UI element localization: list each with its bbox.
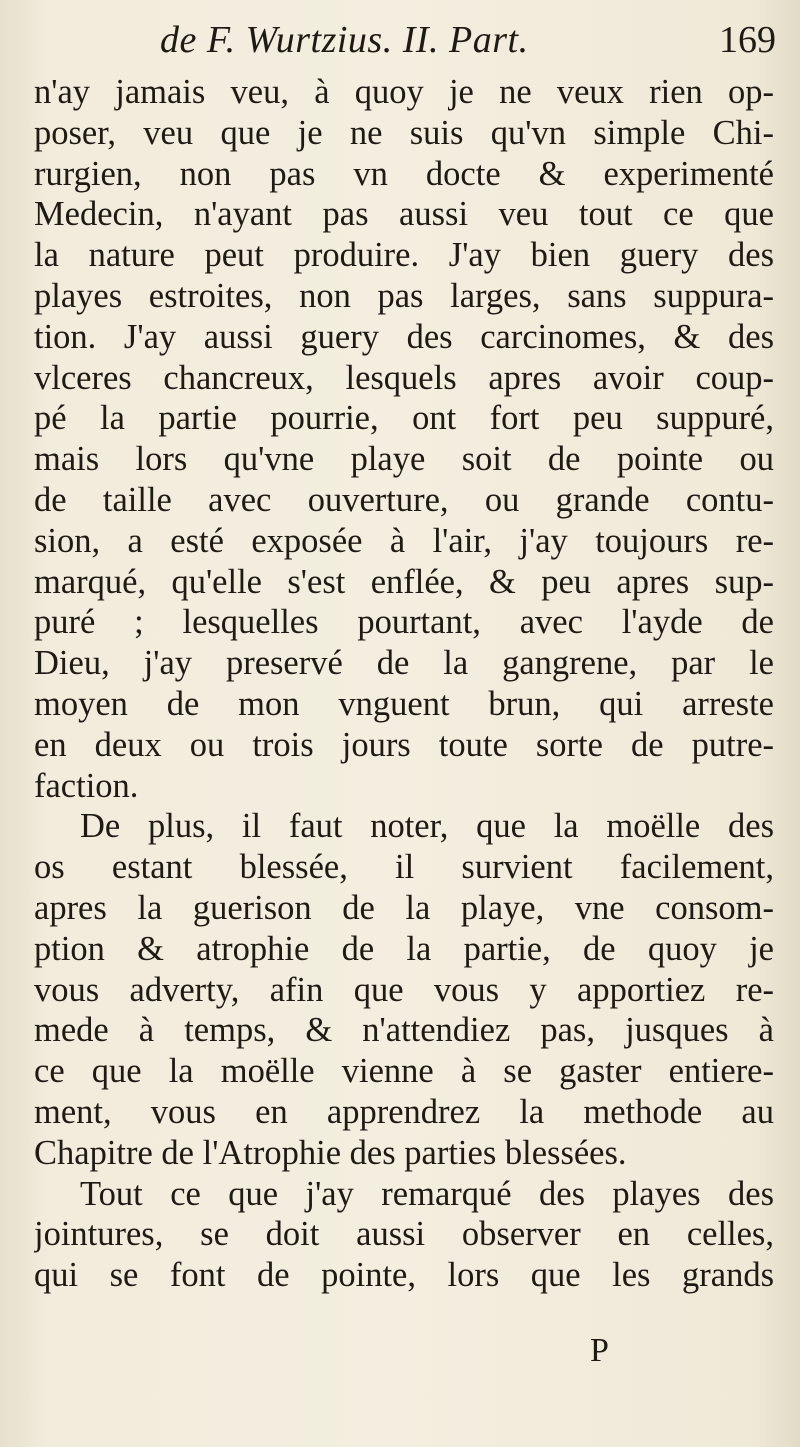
text-line: mede à temps, & n'attendiez pas, jusques à: [34, 1011, 774, 1050]
text-line: vlceres chancreux, lesquels apres avoir coup-: [34, 358, 774, 397]
text-line: mais lors qu'vne playe soit de pointe ou: [34, 440, 774, 479]
text-line: playes estroites, non pas larges, sans suppura-: [34, 276, 774, 315]
text-line: de taille avec ouverture, ou grande contu-: [34, 480, 774, 519]
text-line: qui se font de pointe, lors que les grands: [34, 1256, 774, 1295]
text-line: ce que la moëlle vienne à se gaster entiere-: [34, 1052, 774, 1091]
page-header: [0, 18, 800, 70]
text-line: puré ; lesquelles pourtant, avec l'ayde de: [34, 603, 774, 642]
text-line: ption & atrophie de la partie, de quoy je: [34, 929, 774, 968]
text-line: tion. J'ay aussi guery des carcinomes, & des: [34, 317, 774, 356]
text-line: De plus, il faut noter, que la moëlle des: [80, 807, 774, 846]
text-line: sion, a esté exposée à l'air, j'ay toujours re-: [34, 521, 774, 560]
text-line: rurgien, non pas vn docte & experimenté: [34, 154, 774, 193]
text-line: Dieu, j'ay preservé de la gangrene, par le: [34, 644, 774, 683]
page-number: 169: [719, 19, 776, 61]
text-line: jointures, se doit aussi observer en celles,: [34, 1215, 774, 1254]
signature-mark: P: [590, 1332, 609, 1369]
text-line: en deux ou trois jours toute sorte de putre-: [34, 725, 774, 764]
text-line: faction.: [34, 766, 139, 805]
text-line: n'ay jamais veu, à quoy je ne veux rien op-: [34, 73, 774, 111]
text-line: marqué, qu'elle s'est enflée, & peu apres sup-: [34, 562, 774, 601]
text-line: la nature peut produire. J'ay bien guery des: [34, 236, 774, 275]
text-line: os estant blessée, il survient facilement,: [34, 848, 774, 887]
text-line: moyen de mon vnguent brun, qui arreste: [34, 684, 774, 723]
text-line: Tout ce que j'ay remarqué des playes des: [80, 1174, 774, 1213]
text-line: poser, veu que je ne suis qu'vn simple Chi-: [34, 113, 774, 152]
text-line: apres la guerison de la playe, vne consom-: [34, 888, 774, 927]
text-line: Chapitre de l'Atrophie des parties blessées.: [34, 1133, 627, 1172]
body-text: [34, 72, 774, 1296]
running-title: de F. Wurtzius. II. Part.: [160, 19, 529, 61]
text-line: vous adverty, afin que vous y apportiez re-: [34, 970, 774, 1009]
text-line: Medecin, n'ayant pas aussi veu tout ce que: [34, 195, 774, 234]
text-line: ment, vous en apprendrez la methode au: [34, 1092, 774, 1131]
text-line: pé la partie pourrie, ont fort peu suppuré,: [34, 399, 774, 438]
